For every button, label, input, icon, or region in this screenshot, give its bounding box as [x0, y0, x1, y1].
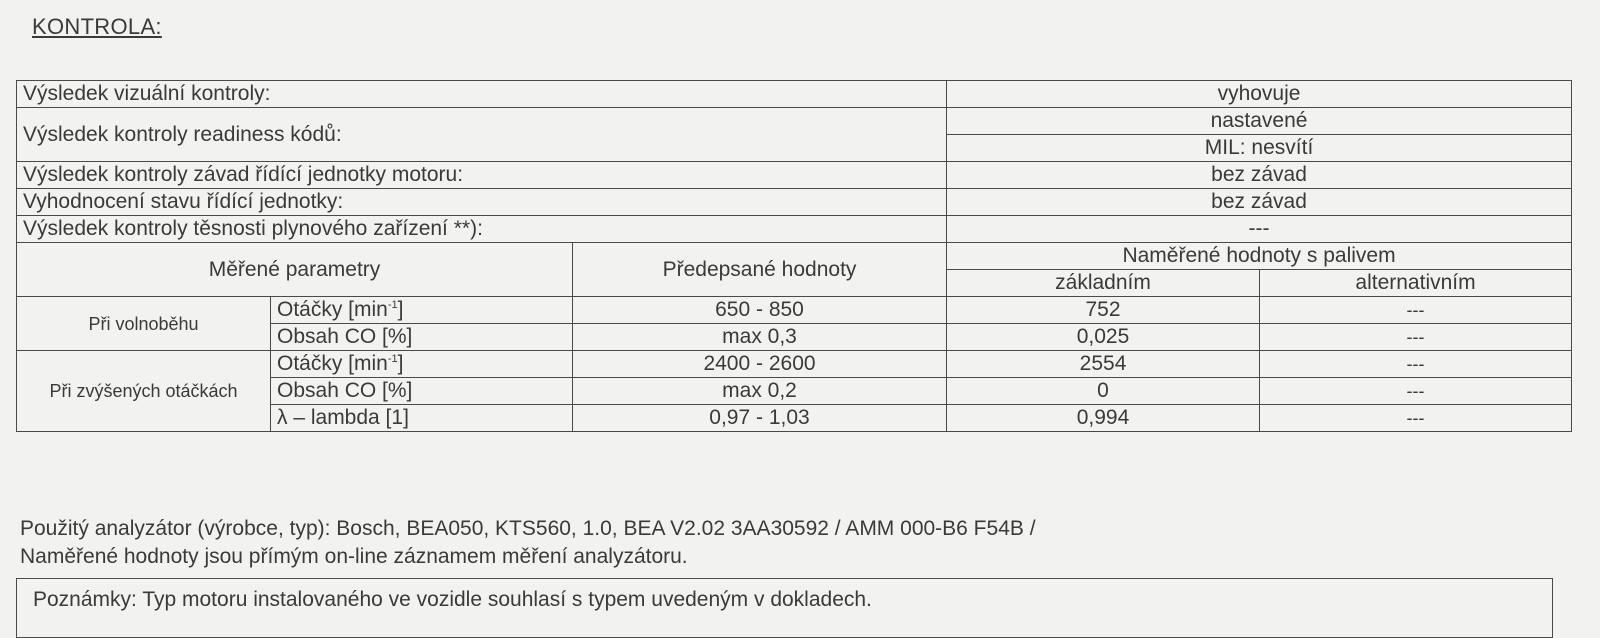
check-label: Výsledek kontroly readiness kódů:: [17, 108, 947, 162]
table-row: [17, 351, 1572, 378]
notes-box: [16, 578, 1553, 638]
header-prescribed: Předepsané hodnoty: [573, 243, 947, 297]
check-value: nastavené: [947, 108, 1572, 135]
notes-text: Poznámky: Typ motoru instalovaného ve vozidle souhlasí s typem uvedeným v dokladech.: [33, 588, 872, 611]
header-measured-with-fuel: Naměřené hodnoty s palivem: [947, 243, 1572, 270]
param-name: Obsah CO [%]: [271, 324, 573, 351]
section-heading: KONTROLA:: [32, 14, 162, 39]
group-label-idle: Při volnoběhu: [17, 297, 271, 351]
alternative-value: ---: [1260, 405, 1572, 432]
prescribed-value: 650 - 850: [573, 297, 947, 324]
header-alternative-fuel: alternativním: [1260, 270, 1572, 297]
basic-value: 2554: [947, 351, 1260, 378]
header-basic-fuel: základním: [947, 270, 1260, 297]
analyzer-line: Naměřené hodnoty jsou přímým on-line záznamem měření analyzátoru.: [20, 545, 688, 568]
param-name: λ – lambda [1]: [271, 405, 573, 432]
prescribed-value: 2400 - 2600: [573, 351, 947, 378]
param-name: Otáčky $[\min^{-1}]$: [271, 351, 573, 378]
alternative-value: ---: [1260, 351, 1572, 378]
param-name: Otáčky $[\min^{-1}]$: [271, 297, 573, 324]
basic-value: 0,025: [947, 324, 1260, 351]
check-value: MIL: nesvítí: [947, 135, 1572, 162]
table-row: [17, 108, 1572, 135]
analyzer-line: Použitý analyzátor (výrobce, typ): Bosch, BEA050, KTS560, 1.0, BEA V2.02 3AA30592 / AMM 000-B6 F54B /: [20, 517, 1036, 540]
check-label: Výsledek vizuální kontroly:: [17, 81, 947, 108]
analyzer-info: [20, 515, 1036, 571]
header-measured-params: Měřené parametry: [17, 243, 573, 297]
basic-value: 0: [947, 378, 1260, 405]
alternative-value: ---: [1260, 378, 1572, 405]
table-row: [17, 243, 1572, 270]
table-row: [17, 189, 1572, 216]
check-value: ---: [947, 216, 1572, 243]
check-label: Výsledek kontroly závad řídící jednotky motoru:: [17, 162, 947, 189]
table-row: [17, 81, 1572, 108]
basic-value: 0,994: [947, 405, 1260, 432]
alternative-value: ---: [1260, 324, 1572, 351]
table-row: [17, 162, 1572, 189]
inspection-table: [16, 80, 1572, 432]
prescribed-value: max 0,3: [573, 324, 947, 351]
check-value: bez závad: [947, 162, 1572, 189]
group-label-raised-rpm: Při zvýšených otáčkách: [17, 351, 271, 432]
table-row: [17, 216, 1572, 243]
prescribed-value: max 0,2: [573, 378, 947, 405]
table-row: [17, 297, 1572, 324]
alternative-value: ---: [1260, 297, 1572, 324]
check-label: Výsledek kontroly těsnosti plynového zařízení **):: [17, 216, 947, 243]
prescribed-value: 0,97 - 1,03: [573, 405, 947, 432]
check-label: Vyhodnocení stavu řídící jednotky:: [17, 189, 947, 216]
basic-value: 752: [947, 297, 1260, 324]
check-value: vyhovuje: [947, 81, 1572, 108]
param-name: Obsah CO [%]: [271, 378, 573, 405]
check-value: bez závad: [947, 189, 1572, 216]
